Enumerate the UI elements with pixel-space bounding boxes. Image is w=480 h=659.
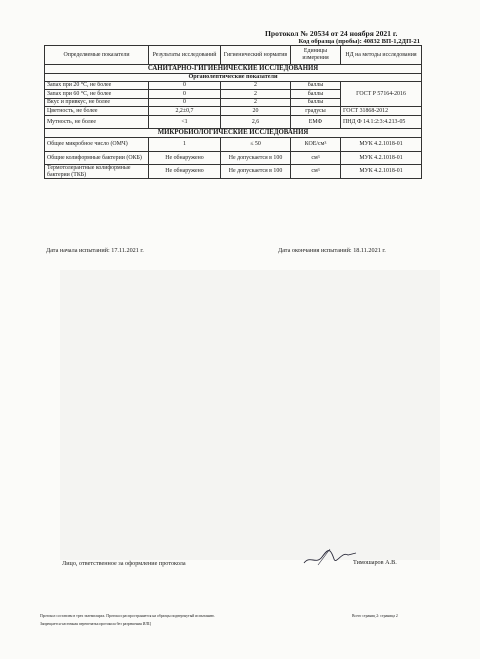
protocol-title: Протокол № 20534 от 24 ноября 2021 г.	[265, 29, 398, 38]
cell-result: 0	[149, 98, 221, 106]
cell-result: <1	[149, 115, 221, 129]
cell-method: МУК 4.2.1018-01	[341, 165, 422, 179]
table-row	[45, 115, 422, 129]
unit-base: КОЕ/см	[304, 141, 325, 148]
cell-norm: Не допускается в 100	[221, 151, 291, 165]
footer-copies: Протокол составлен в трех экземплярах. Протокол распространяется на образцы подвергнутый испытанию.	[40, 614, 215, 618]
start-date: Дата начала испытаний: 17.11.2021 г.	[46, 247, 144, 254]
section2-title: МИКРОБИОЛОГИЧЕСКИЕ ИССЛЕДОВАНИЯ	[45, 129, 422, 138]
cell-name: Запах при 60 °С, не более	[45, 90, 149, 98]
col-result: Результаты исследований	[149, 46, 221, 65]
cell-method: ГОСТ Р 57164-2016	[341, 82, 422, 107]
cell-unit: баллы	[291, 90, 341, 98]
cell-name: Цветность, не более	[45, 107, 149, 115]
footer-pages: Всего страниц 2: страница 2	[352, 614, 398, 618]
bleed-through-area	[60, 270, 440, 560]
cell-result: 2,2±0,7	[149, 107, 221, 115]
cell-unit: градусы	[291, 107, 341, 115]
cell-result: 0	[149, 90, 221, 98]
cell-unit: баллы	[291, 82, 341, 90]
section-header	[45, 65, 422, 74]
cell-method: ГОСТ 31868-2012	[341, 107, 422, 115]
table-row	[45, 165, 422, 179]
cell-unit: ЕМФ	[291, 115, 341, 129]
cell-norm: 2,6	[221, 115, 291, 129]
responsible-name: Тимошаров А.В.	[353, 559, 397, 566]
cell-name: Общие колиформные бактерии (ОКБ)	[45, 151, 149, 165]
col-norm: Гигиенический норматив	[221, 46, 291, 65]
cell-unit: баллы	[291, 98, 341, 106]
cell-norm: 2	[221, 90, 291, 98]
subsection-header	[45, 74, 422, 82]
section1-subtitle: Органолептические показатели	[45, 74, 422, 82]
col-indicator: Определяемые показатели	[45, 46, 149, 65]
table-row	[45, 82, 422, 90]
sample-code: Код образца (пробы): 40832 ВП-1,2ДП-21	[298, 38, 420, 45]
responsible-label: Лицо, ответственное за оформление протокола	[62, 560, 186, 567]
cell-name: Общее микробное число (ОМЧ)	[45, 138, 149, 152]
table-row	[45, 151, 422, 165]
unit-base: см	[311, 154, 318, 161]
cell-norm: 2	[221, 82, 291, 90]
cell-method: ПНД Ф 14.1:2:3:4.213-05	[341, 115, 422, 129]
table-header-row	[45, 46, 422, 65]
cell-result: 1	[149, 138, 221, 152]
cell-unit	[291, 165, 341, 179]
section-header	[45, 129, 422, 138]
cell-norm: 20	[221, 107, 291, 115]
table-row	[45, 138, 422, 152]
results-table	[44, 45, 422, 179]
section1-title: САНИТАРНО-ГИГИЕНИЧЕСКИЕ ИССЛЕДОВАНИЯ	[45, 65, 422, 74]
cell-result: 0	[149, 82, 221, 90]
cell-method: МУК 4.2.1018-01	[341, 151, 422, 165]
cell-name: Мутность, не более	[45, 115, 149, 129]
unit-exponent: 3	[317, 167, 320, 173]
col-unit: Единицы измерения	[291, 46, 341, 65]
cell-unit	[291, 151, 341, 165]
cell-name: Вкус и привкус, не более	[45, 98, 149, 106]
unit-base: см	[311, 168, 318, 175]
cell-norm: 2	[221, 98, 291, 106]
cell-unit	[291, 138, 341, 152]
footer-prohibition: Запрещается частичная перепечатка протокола без разрешения ИЛЦ	[40, 622, 151, 626]
cell-result: Не обнаружено	[149, 151, 221, 165]
cell-name: Термотолерантные колиформные бактерии (ТКБ)	[45, 165, 149, 179]
cell-name: Запах при 20 °С, не более	[45, 82, 149, 90]
end-date: Дата окончания испытаний: 18.11.2021 г.	[278, 247, 386, 254]
cell-norm: ≤ 50	[221, 138, 291, 152]
signature	[300, 541, 360, 569]
unit-exponent: 3	[324, 140, 327, 146]
cell-norm: Не допускается в 100	[221, 165, 291, 179]
cell-result: Не обнаружено	[149, 165, 221, 179]
cell-method: МУК 4.2.1018-01	[341, 138, 422, 152]
table-row	[45, 107, 422, 115]
col-method: НД на методы исследования	[341, 46, 422, 65]
unit-exponent: 3	[317, 153, 320, 159]
